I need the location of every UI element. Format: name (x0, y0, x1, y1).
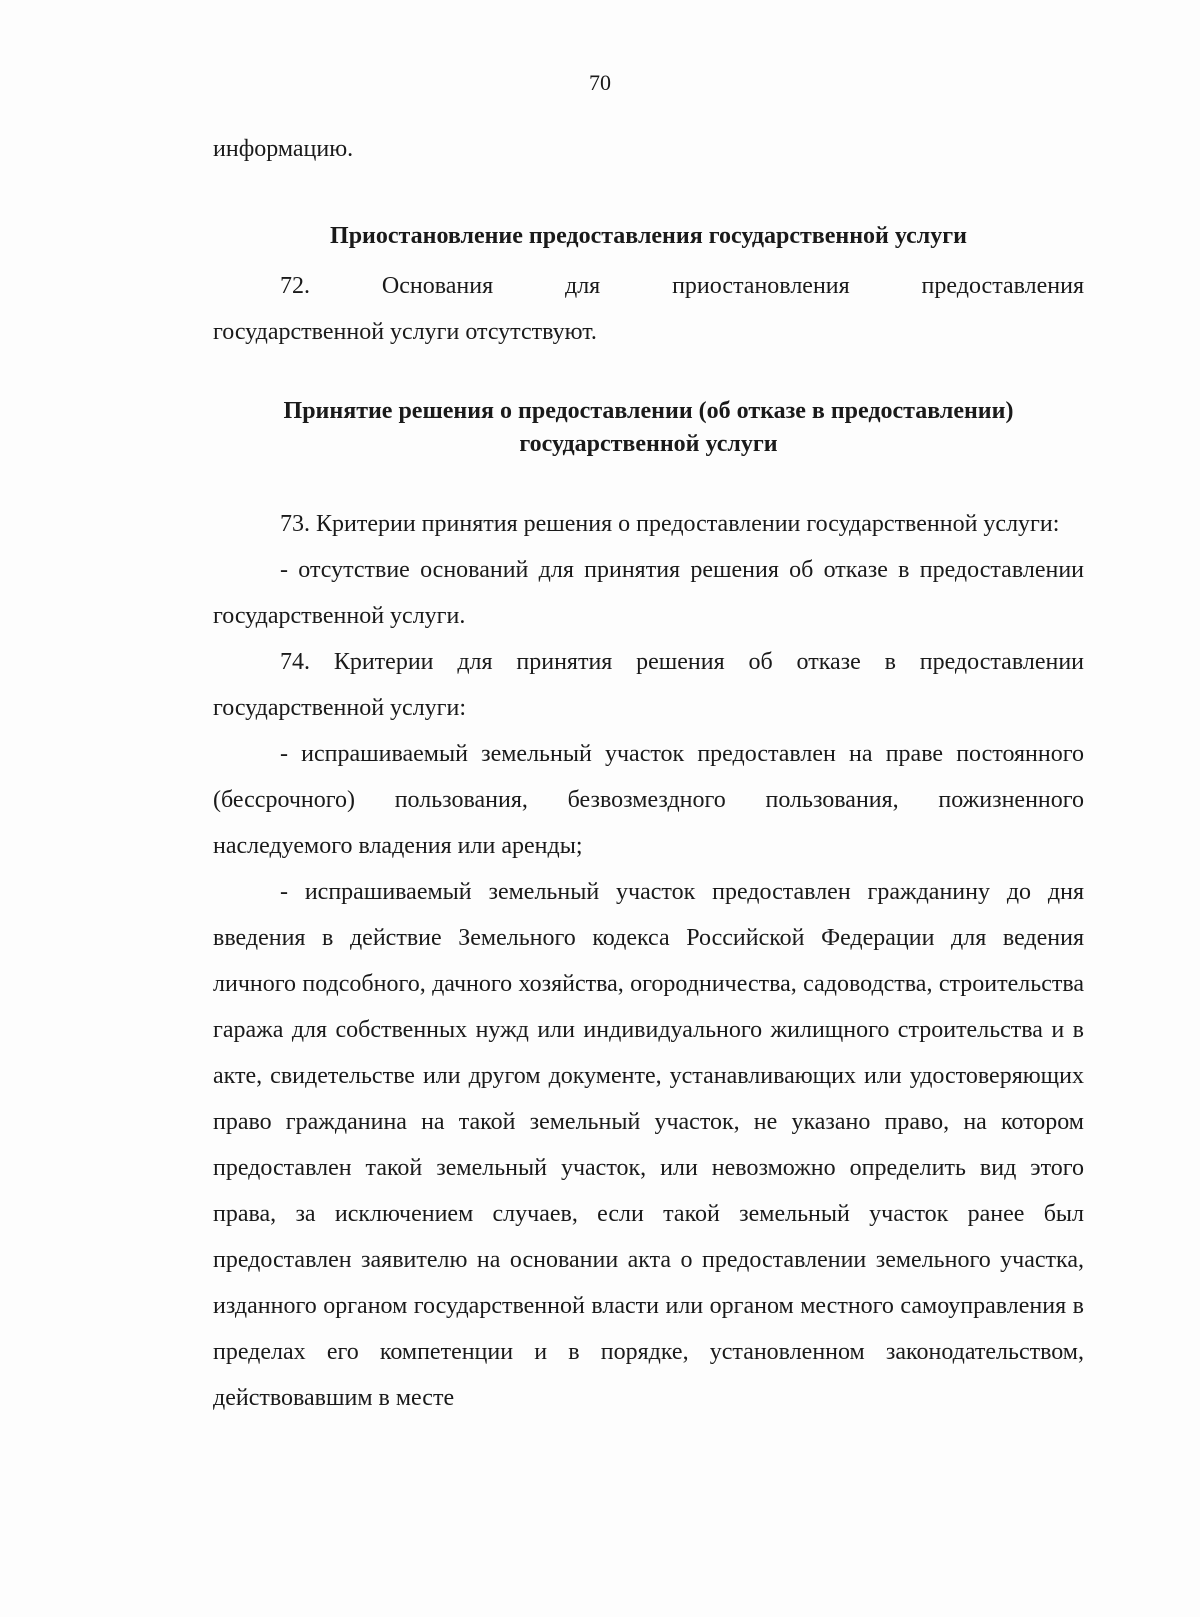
spacer (213, 355, 1084, 395)
paragraph-74-bullet-2: - испрашиваемый земельный участок предоставлен гражданину до дня введения в действие Земельного кодекса Российской Федерации для ведения личного подсобного, дачного хозяйства, огородничества, садоводства, строительства гаража для собственных нужд или индивидуального жилищного строительства и в акте, свидетельстве или другом документе, устанавливающих или удостоверяющих право гражданина на такой земельный участок, не указано право, на котором предоставлен такой земельный участок, или невозможно определить вид этого права, за исключением случаев, если такой земельный участок ранее был предоставлен заявителю на основании акта о предоставлении земельного участка, изданного органом государственной власти или органом местного самоуправления в пределах его компетенции и в порядке, установленном законодательством, действовавшим в месте (213, 879, 1084, 1411)
spacer (213, 172, 1084, 220)
paragraph-72-line-2: государственной услуги отсутствуют. (213, 319, 597, 345)
paragraph-74-bullet-1: - испрашиваемый земельный участок предоставлен на праве постоянного (бессрочного) пользования, безвозмездного пользования, пожизненного наследуемого владения или аренды; (213, 741, 1084, 859)
section-heading-decision-line-1: Принятие решения о предоставлении (об отказе в предоставлении) (283, 398, 1014, 424)
paragraph-74: 74. Критерии для принятия решения об отказе в предоставлении государственной услуги: (213, 649, 1084, 721)
paragraph-73-bullet: - отсутствие оснований для принятия решения об отказе в предоставлении государственной услуги. (213, 557, 1084, 629)
section-heading-suspension: Приостановление предоставления государственной услуги (330, 223, 967, 249)
page-number: 70 (589, 70, 611, 95)
spacer (213, 461, 1084, 501)
paragraph-72-line-1: 72. Основания для приостановления предоставления (280, 273, 1084, 299)
spacer (213, 253, 1084, 263)
document-body (213, 126, 1084, 1421)
paragraph-73: 73. Критерии принятия решения о предоставлении государственной услуги: (280, 511, 1060, 537)
continuation-text: информацию. (213, 136, 354, 162)
section-heading-decision-line-2: государственной услуги (519, 431, 778, 457)
